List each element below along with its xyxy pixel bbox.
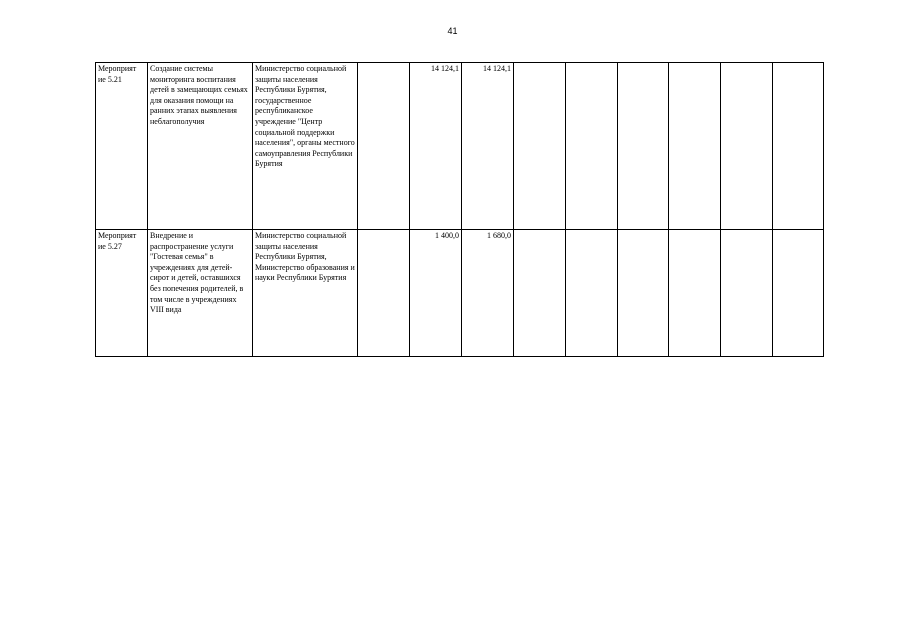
table-row: [96, 63, 824, 230]
value-cell: 14 124,1: [410, 63, 462, 230]
value-cell: [773, 230, 824, 357]
program-table: [95, 62, 824, 357]
value-cell: [721, 230, 773, 357]
value-cell: [514, 230, 566, 357]
event-name-cell: Внедрение и распространение услуги "Гостевая семья" в учреждениях для детей-сирот и детей, оставшихся без попечения родителей, в том числе в учреждениях VIII вида: [148, 230, 253, 357]
value-cell: [358, 63, 410, 230]
value-cell: [514, 63, 566, 230]
executor-cell: Министерство социальной защиты населения Республики Бурятия, государственное республиканское учреждение "Центр социальной поддержки населения", органы местного самоуправления Республики Бурятия: [253, 63, 358, 230]
table-row: [96, 230, 824, 357]
event-id-cell: Мероприят ие 5.27: [96, 230, 148, 357]
value-cell: 14 124,1: [462, 63, 514, 230]
value-cell: [669, 63, 721, 230]
value-cell: [566, 230, 618, 357]
page-number: 41: [447, 26, 458, 36]
value-cell: [358, 230, 410, 357]
value-cell: [618, 63, 669, 230]
value-cell: [566, 63, 618, 230]
event-name-cell: Создание системы мониторинга воспитания детей в замещающих семьях для оказания помощи на ранних этапах выявления неблагополучия: [148, 63, 253, 230]
value-cell: [773, 63, 824, 230]
value-cell: 1 680,0: [462, 230, 514, 357]
value-cell: 1 400,0: [410, 230, 462, 357]
event-id-cell: Мероприят ие 5.21: [96, 63, 148, 230]
value-cell: [669, 230, 721, 357]
executor-cell: Министерство социальной защиты населения Республики Бурятия, Министерство образования и науки Республики Бурятия: [253, 230, 358, 357]
value-cell: [618, 230, 669, 357]
value-cell: [721, 63, 773, 230]
